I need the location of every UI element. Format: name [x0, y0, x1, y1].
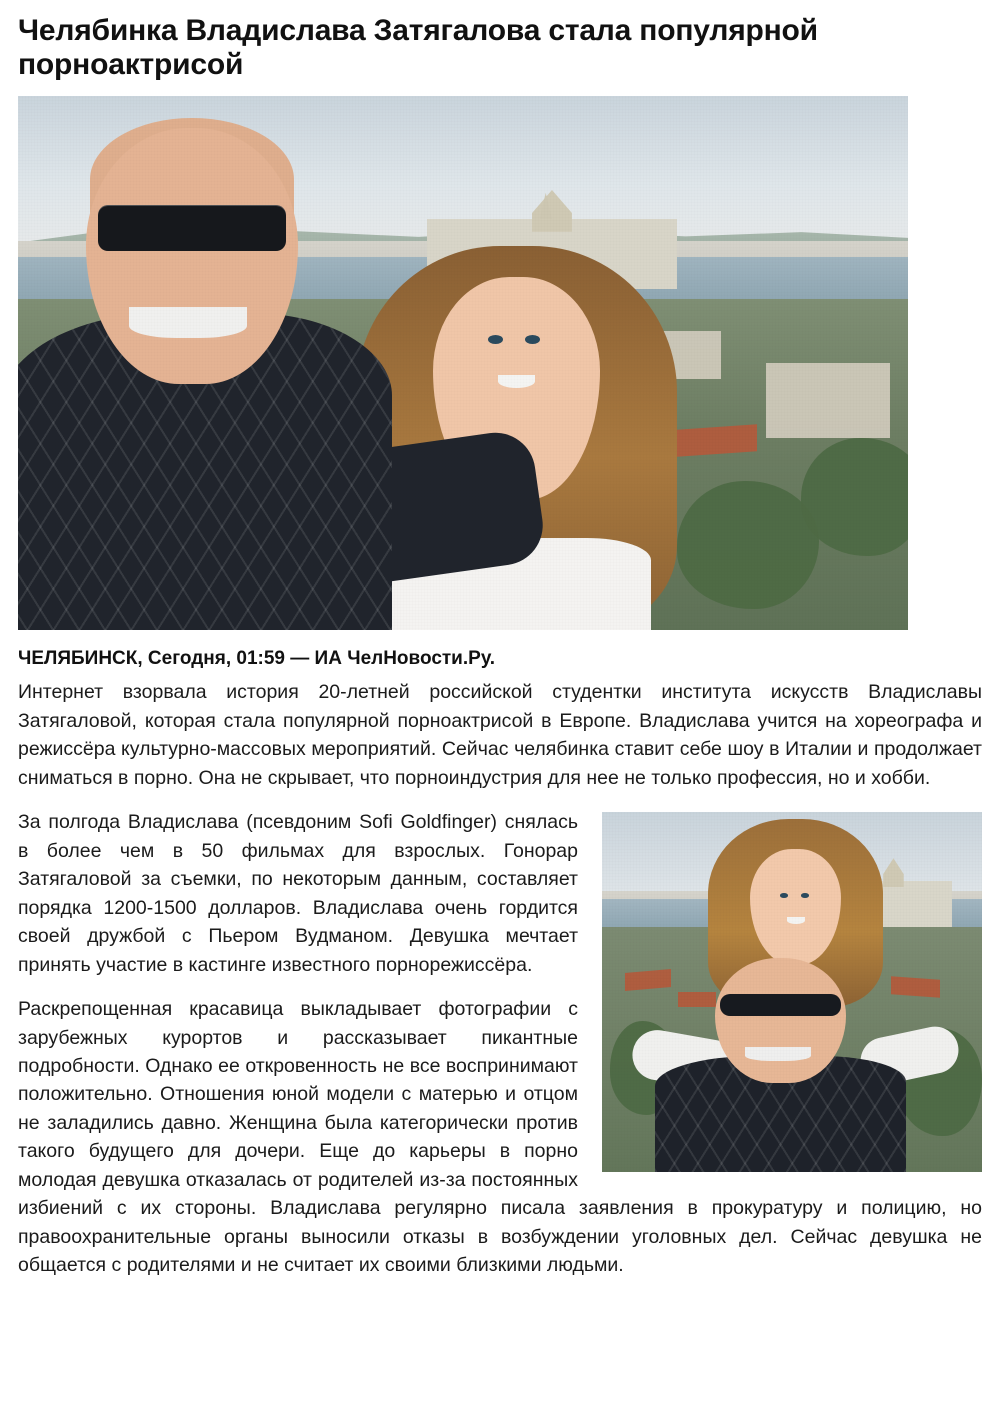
hero-photo	[18, 96, 908, 630]
hero-photo-scene	[18, 96, 908, 630]
article-paragraph-3: Раскрепощенная красавица выкладывает фотографии с зарубежных курортов и рассказывает пикантные подробности. Однако ее откровенность не все воспринимают положительно. Отношения юной модели с матерью и отцом не заладились давно. Женщина была категорически против такого будущего для дочери. Еще до карьеры в порно молодая девушка отказалась от родителей из-за постоянных избиений с их стороны. Владислава регулярно писала заявления в прокуратуру и полицию, но правоохранительные органы выносили отказы в возбуждении уголовных дел. Сейчас девушка не общается с родителями и не считает их своими близкими людьми.	[18, 998, 982, 1277]
article-paragraph-2: За полгода Владислава (псевдоним Sofi Goldfinger) снялась в более чем в 50 фильмах для взрослых. Гонорар Затягаловой за съемки, по некоторым данным, составляет порядка 1200-1500 долларов. Владислава очень гордится своей дружбой с Пьером Вудманом. Девушка мечтает принять участие в кастинге известного порнорежиссёра.	[18, 811, 578, 976]
inline-photo	[602, 812, 982, 1172]
photo-grain	[602, 812, 982, 1172]
dateline: ЧЕЛЯБИНСК, Сегодня, 01:59 — ИА ЧелНовости.Ру.	[18, 648, 495, 670]
article-paragraph-1: Интернет взорвала история 20-летней российской студентки института искусств Владиславы Затягаловой, которая стала популярной порноактрисой в Европе. Владислава учится на хореографа и режиссёра культурно-массовых мероприятий. Сейчас челябинка ставит себе шоу в Италии и продолжает сниматься в порно. Она не скрывает, что порноиндустрия для нее не только профессия, но и хобби.	[18, 681, 982, 789]
photo-grain	[18, 96, 908, 630]
page-title: Челябинка Владислава Затягалова стала популярной порноактрисой	[18, 14, 818, 82]
